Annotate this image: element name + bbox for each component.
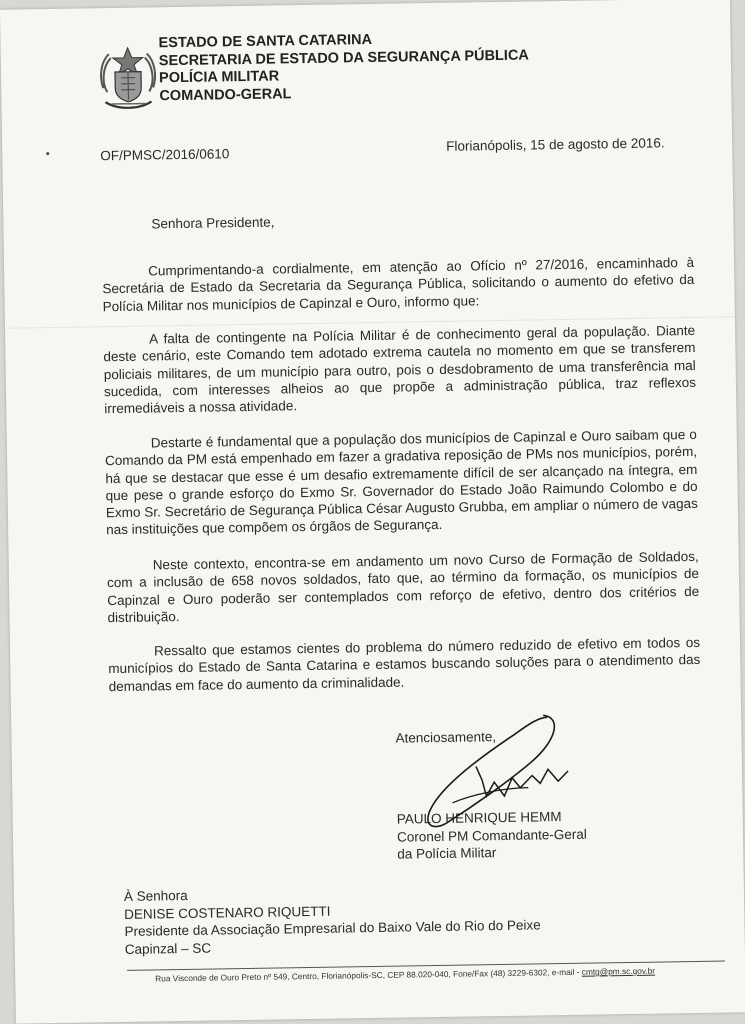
paragraph-2: A falta de contingente na Polícia Militar é de conhecimento geral da população. Diante deste cenário, este Comando tem adotado extrema cautela no momento em que se transferem policiais militares, de um município para outro, pois o desdobramento de uma transferência mal sucedida, com interesses alheios ao que propõe a administração pública, traz reflexos irremediáveis a nossa atividade.: [103, 322, 697, 417]
paragraph-3: Destarte é fundamental que a população dos municípios de Capinzal e Ouro saibam que o Comando da PM está empenhado em fazer a gradativa reposição de PMs nos municípios, porém, há que se destacar que esse é um desafio extremamente difícil de ser alcançado na íntegra, em que pese o grande esforço do Exmo Sr. Governador do Estado João Raimundo Colombo e do Exmo Sr. Secretário de Segurança Pública César Augusto Grubba, em ampliar o número de vagas nas instituições que compõem os órgãos de Segurança.: [104, 426, 698, 538]
signer-title: Coronel PM Comandante-Geral: [396, 826, 587, 845]
handwritten-signature: [411, 709, 593, 832]
footer-address-text: Rua Visconde de Ouro Preto nº 549, Centro, Florianópolis-SC, CEP 88.020-040, Fone/Fax (48) 3229-6302, e-mail -: [155, 966, 582, 984]
signer-name: PAULO HENRIQUE HEMM: [396, 809, 562, 827]
signer-org: da Polícia Militar: [397, 845, 497, 862]
reference-number: OF/PMSC/2016/0610: [100, 146, 230, 164]
letterhead-command: COMANDO-GERAL: [159, 85, 292, 104]
paragraph-1: Cumprimentando-a cordialmente, em atenção ao Ofício nº 27/2016, encaminhado à Secretária de Estado da Secretaria da Segurança Pública, solicitando o aumento do efetivo da Polícia Militar nos municípios de Capinzal e Ouro, informo que:: [102, 254, 695, 314]
salutation: Senhora Presidente,: [151, 214, 275, 232]
coat-of-arms-icon: [97, 41, 160, 114]
letterhead: [158, 29, 529, 105]
letterhead-state: ESTADO DE SANTA CATARINA: [158, 31, 373, 52]
letterhead-secretariat: SECRETARIA DE ESTADO DA SEGURANÇA PÚBLICA: [158, 46, 529, 69]
recipient-role: Presidente da Associação Empresarial do Baixo Vale do Rio do Peixe: [124, 917, 541, 939]
recipient-block: [124, 881, 541, 958]
paragraph-5: Ressalto que estamos cientes do problema do número reduzido de efetivo em todos os municípios do Estado de Santa Catarina e estamos buscando soluções para o atendimento das demandas em face do aumento da criminalidade.: [108, 634, 701, 694]
paper-speck: [46, 152, 49, 155]
footer-email-link[interactable]: cmtg@pm.sc.gov.br: [581, 965, 656, 977]
letterhead-police: POLÍCIA MILITAR: [158, 68, 280, 87]
date-line: Florianópolis, 15 de agosto de 2016.: [446, 135, 665, 154]
recipient-name: DENISE COSTENARO RIQUETTI: [124, 903, 331, 922]
paragraph-4: Neste contexto, encontra-se em andamento um novo Curso de Formação de Soldados, com a inclusão de 658 novos soldados, fato que, ao término da formação, os municípios de Capinzal e Ouro poderão ser contemplados com reforço de efetivo, dentro dos critérios de distribuição.: [106, 548, 700, 626]
closing: Atenciosamente,: [395, 729, 497, 746]
recipient-city: Capinzal – SC: [124, 940, 212, 957]
recipient-line1: À Senhora: [123, 887, 188, 904]
